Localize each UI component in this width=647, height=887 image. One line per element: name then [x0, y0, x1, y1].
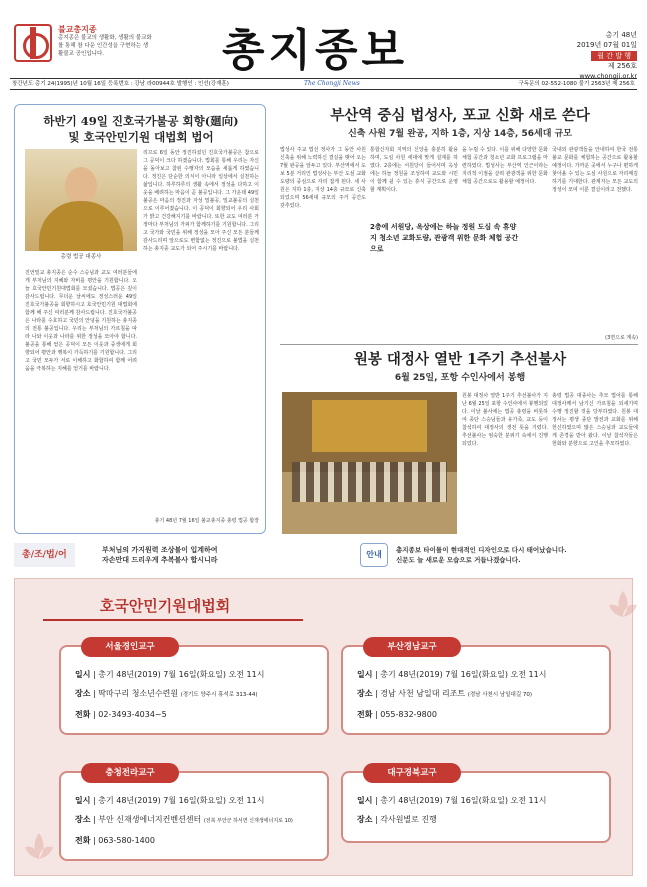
left-article-title-line2: 및 호국안민기원 대법회 법어 [68, 130, 214, 144]
article1-col1: 법성사 주교 법선 정사가 그 동안 사원 신축을 위해 노력하신 결실을 맺어 오는 7월 완공을 앞두고 있다. 부산역에서 도보 5분 거리인 법성사는 부산 도심 교화 도량의 중심으로 자리 잡게 된다. 새 사원은 지하 1층, 지상 14층 규모로 신축되었으며 56세대 규모의 주거 공간도 갖추었다. [280, 147, 366, 209]
event-date: 총기 48년(2019) 7월 16일(화요일) 오전 11시 [380, 796, 547, 805]
district-card-daegu: 대구경북교구 일시 | 총기 48년(2019) 7월 16일(화요일) 오전 11시 장소 | 각사원별로 진행 [341, 771, 611, 843]
article1-signoff: (3면으로 계속) [605, 335, 638, 341]
district-card-seoul: 서울경인교구 일시 | 총기 48년(2019) 7월 16일(화요일) 오전 11시 장소 | 딱따구리 청소년수련원 (경기도 양주시 휴석로 313-44) 전화 | 02-3493-4034~5 [59, 645, 329, 735]
event-phone: 02-3493-4034~5 [98, 710, 167, 719]
district-name: 부산경남교구 [363, 637, 461, 657]
event-date: 총기 48년(2019) 7월 16일(화요일) 오전 11시 [98, 670, 265, 679]
memorial-ceremony-photo [282, 392, 457, 534]
newspaper-title: 총지종보 [222, 25, 409, 76]
issue-type-badge: 월 간 발 행 [591, 51, 637, 61]
article2-title: 원봉 대정사 열반 1주기 추선불사 [353, 351, 567, 368]
event-place: 부안 신재생에너지컨벤션센터 [98, 815, 202, 824]
notice-text-line1: 총지종보 타이틀이 현대적인 디자인으로 다시 태어났습니다. [396, 546, 567, 554]
photo-caption: 총령 법공 대종사 [60, 254, 102, 260]
article1-col2: 통합신자회 지역의 신앙을 충분히 활용하며, 도심 사원 세대에 맞게 설계를 하였다. 2층에는 서원당이 들어서며 옥상에는 하늘 정원을 조성하여 교도와 시민이 함께 쉴 수 있는 휴식 공간으로 운영할 계획이다. [370, 147, 458, 193]
notice-ribbon [360, 543, 640, 567]
issue-info [557, 30, 637, 81]
notice-text-line2: 신문도 늘 새로운 모습으로 거듭나겠습니다. [396, 556, 521, 564]
lotus-icon [605, 587, 641, 623]
teaching-ribbon [14, 543, 314, 567]
article2-subtitle: 6월 25일, 포항 수인사에서 봉행 [394, 373, 526, 383]
masthead [0, 0, 647, 80]
event-place: 경남 사천 남일대 리조트 [380, 689, 466, 698]
article1-title: 부산역 중심 법성사, 포교 신화 새로 쓴다 [330, 107, 590, 124]
event-place-note: (경남 사천시 남일대길 70) [467, 692, 533, 698]
teaching-text-line2: 자손만대 드리우게 추복불사 합시니라 [102, 556, 218, 564]
article2-col2: 총령 법공 대종사는 추모 법어를 통해 대정사께서 남기신 가르침을 되새기며 수행 정진할 것을 당부하였다. 원봉 대정사는 평생 종단 발전과 교화를 위해 헌신하였으며 많은 스승님과 교도들에게 존경을 받아 왔다. 이날 참석자들은 헌화와 분향으로 고인을 추모하였다. [552, 393, 638, 447]
article2-col1: 원봉 대정사 열반 1주기 추선불사가 지난 6월 25일 포항 수인사에서 봉행되었다. 이날 불사에는 법공 총령을 비롯하여 종단 스승님들과 유가족, 교도 등이 참석하여 대정사의 생전 뜻을 기렸다. 추선불사는 엄숙한 분위기 속에서 진행되었다. [462, 393, 548, 447]
event-phone: 055-832-9800 [380, 710, 437, 719]
district-card-chungcheong: 충청전라교구 일시 | 총기 48년(2019) 7월 16일(화요일) 오전 11시 장소 | 부안 신재생에너지컨벤션센터 (전북 부안군 하서면 신재생에너지로 10) 전화 | 063-580-1400 [59, 771, 329, 861]
article-divider [280, 344, 638, 345]
district-name: 서울경인교구 [81, 637, 179, 657]
event-date: 총기 48년(2019) 7월 16일(화요일) 오전 11시 [98, 796, 265, 805]
article1-lead: 2층에 서원당, 옥상에는 하늘 정원 도심 속 휴양지 청소년 교화도량, 관광객 위한 문화 체험 공간으로 [370, 223, 519, 253]
left-article-col2: 리므로 6일 동안 정진하셨던 진호국가불공은 참으로 그 공덕이 크다 하겠습니다. 법회를 통해 우리는 자신을 돌아보고 참된 수행자의 모습을 새롭게 하였습니다. 정진은 단순한 의식이 아니라 일상에서 실천하는 삶입니다. 하루하루의 생활 속에서 정성을 다하고 이웃을 배려하는 마음이 곧 불공입니다. 그 가운데 49일 불공은 마음의 정진과 자성 밀불공, 밀교불공의 실천으로 이루어졌습니다. 이 공덕이 회향되어 우리 사회가 밝고 건강해지기를 바랍니다. 또한 교도 여러분 가정마다 부처님의 가피가 함께하기를 기원합니다. 그리고 국가와 국민을 위해 정성을 모아 주신 모든 분들께 감사드리며 앞으로도 변함없는 정진으로 불법을 실천하는 총지종 교도가 되어 주시기를 바랍니다. [143, 150, 259, 252]
left-article [14, 104, 266, 534]
event-place-note: (경기도 양주시 휴석로 313-44) [180, 692, 258, 698]
issue-date: 2019년 07월 01일 [576, 41, 637, 49]
event-title: 호국안민기원대법회 [99, 597, 231, 615]
notice-icon: 안내 [360, 543, 388, 567]
left-article-col1: 진언밀교 총지종은 순수 스승님과 교도 여러분들에게 부처님의 지혜와 자비를 평안을 기원합니다. 오늘 호국안민기원대법회를 모셨습니다. 법공은 깊이 감사드립니다. 무더운 날씨에도 정성스러운 49일 진호국가불공을 회향하시고 호국안민기원 대법회에 함께 해 주신 여러분께 감사드립니다. 진호국가불공은 나라를 수호하고 국민의 안녕을 기원하는 총지종의 전통 불공입니다. 우리는 부처님의 가르침을 따라 나와 이웃과 나라를 위한 정성을 모아야 합니다. 불공을 통해 얻은 공덕이 모든 이웃과 중생에게 회향되어 평안과 행복이 가득하기를 기원합니다. 그리고 국민 모두가 서로 이해하고 화합하여 함께 어려움을 극복하는 지혜를 얻기를 바랍니다. [25, 270, 137, 372]
subscription-info: 구독문의 02-552-1080 불기 2563년 제 256호 [518, 81, 635, 87]
district-name: 충청전라교구 [81, 763, 179, 783]
article1-col3: 을 누릴 수 있다. 이를 위해 다양한 문화 체험 공간과 청소년 교화 프로그램을 마련하였다. 법성사는 부산역 인근이라는 지리적 이점을 살려 관광객을 위한 문화 체험 공간으로도 활용할 예정이다. [462, 147, 548, 185]
org-motto: 총지종은 불교의 생활화, 생활의 불교화를 통해 참 다운 인간성을 구현하는 생활불교 공인입니다. [58, 35, 152, 57]
event-section [14, 578, 633, 876]
district-card-busan: 부산경남교구 일시 | 총기 48년(2019) 7월 16일(화요일) 오전 11시 장소 | 경남 사천 남일대 리조트 (경남 사천시 남일대길 70) 전화 | 055-832-9800 [341, 645, 611, 735]
article1-col4: 국내외 관광객들을 안내하여 한국 전통 불교 문화를 체험하는 공간으로 활용할 예정이다. 가까운 곳에서 누구나 편하게 찾아올 수 있는 도심 사원으로 자리매김하기를 기대한다. 관계자는 모든 교도의 정성이 모여 이룬 결실이라고 전했다. [552, 147, 638, 193]
registration-info: 창간년도 총기 24(1995)년 10월 16일 등록번호 : 강남 라00944호 발행인 : 인선(강재훈) [12, 81, 229, 87]
event-place-note: (전북 부안군 하서면 신재생에너지로 10) [203, 818, 293, 824]
english-title: The Chongji News [304, 80, 360, 87]
issue-number: 제 256호 [607, 62, 637, 70]
meta-bar [10, 78, 637, 90]
event-phone: 063-580-1400 [98, 836, 155, 845]
event-title-underline [43, 619, 303, 621]
lotus-icon [21, 829, 57, 865]
event-date: 총기 48년(2019) 7월 16일(화요일) 오전 11시 [380, 670, 547, 679]
event-place: 각사원별로 진행 [380, 815, 437, 824]
left-article-signature: 총기 48년 7월 16일 불교총지종 총령 법공 합장 [154, 518, 259, 524]
teaching-tag: 총/조/법/어 [14, 543, 75, 567]
article1-subtitle: 신축 사원 7월 완공, 지하 1층, 지상 14층, 56세대 규모 [348, 129, 572, 139]
website-link[interactable]: www.chongji.or.kr [579, 72, 637, 80]
chongji-seal-icon [14, 24, 52, 62]
monk-portrait-photo [25, 149, 137, 251]
org-logo [10, 10, 150, 66]
event-place: 딱따구리 청소년수련원 [98, 689, 179, 698]
org-name: 불교총지종 [58, 25, 97, 34]
teaching-text-line1: 부처님의 가지원력 조상불이 입계하여 [102, 546, 218, 554]
issue-year: 총기 48년 [605, 31, 637, 39]
left-article-title-line1: 하반기 49일 진호국가불공 회향(廻向) [43, 114, 239, 128]
district-name: 대구경북교구 [363, 763, 461, 783]
